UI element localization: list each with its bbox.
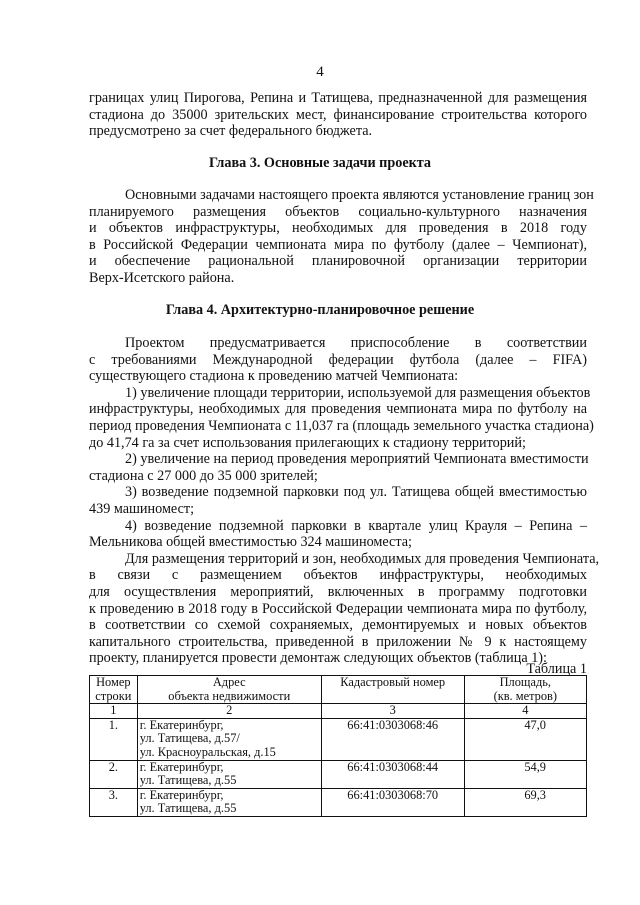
header-area (464, 676, 586, 704)
column-number-row (90, 704, 587, 719)
text-line: Для размещения территорий и зон, необходимых для проведения Чемпионата, (125, 550, 600, 567)
row-address (137, 788, 321, 816)
list-item-1: 1) увеличение площади территории, используемой для размещения объектов (125, 384, 591, 401)
row-number: 1. (90, 718, 138, 760)
table-row (90, 718, 587, 760)
demolition-table (89, 675, 587, 817)
col-number: 4 (464, 704, 586, 719)
chapter3-paragraph (89, 187, 594, 287)
text-line: до 41,74 га за счет использования прилегающих к стадиону территорий; (89, 434, 526, 451)
address-line: г. Екатеринбург, (139, 787, 224, 802)
text-line: Проектом предусматривается приспособление в соответствии (125, 335, 587, 351)
table-row (90, 760, 587, 788)
intro-paragraph (89, 90, 587, 140)
page-number: 4 (316, 64, 324, 80)
row-cadastral: 66:41:0303068:70 (321, 788, 464, 816)
col-number: 1 (90, 704, 138, 719)
address-line: ул. Татищева, д.57/ (139, 731, 240, 746)
text-line: Основными задачами настоящего проекта являются установление границ зон (125, 187, 594, 203)
text-line: границах улиц Пирогова, Репина и Татищева, предназначенной для размещения (89, 90, 587, 106)
text-line: период проведения Чемпионата с 11,037 га (площадь земельного участка стадиона) (89, 417, 594, 434)
header-text: строки (95, 688, 132, 703)
list-item-3: 3) возведение подземной парковки под ул. Татищева общей вместимостью (125, 484, 587, 501)
text-line: капитального строительства, приведенной в приложении № 9 к настоящему (89, 633, 587, 650)
header-text: Номер (96, 675, 131, 689)
text-line: с требованиями Международной федерации футбола (далее – FIFA) (89, 351, 587, 368)
list-item-4: 4) возведение подземной парковки в квартале улиц Крауля – Репина – (125, 517, 587, 534)
row-number: 2. (90, 760, 138, 788)
text-line: и обеспечение рациональной планировочной организации территории (89, 253, 587, 270)
table-header-row (90, 676, 587, 704)
text-line: инфраструктуры, необходимых для проведения чемпионата мира по футболу на (89, 401, 587, 418)
text-line: проекту, планируется провести демонтаж следующих объектов (таблица 1): (89, 650, 547, 667)
text-line: 439 машиномест; (89, 500, 195, 517)
header-text: (кв. метров) (493, 688, 558, 703)
text-line: Мельникова общей вместимостью 324 машиноместа; (89, 534, 412, 551)
address-line: г. Екатеринбург, (139, 717, 224, 732)
header-cadastral: Кадастровый номер (321, 676, 464, 704)
row-address (137, 718, 321, 760)
text-line: предусмотрено за счет федерального бюджета. (89, 123, 373, 140)
row-area: 54,9 (464, 760, 586, 788)
text-line: и объектов инфраструктуры, необходимых для проведения в 2018 году (89, 220, 587, 237)
address-line: ул. Красноуральская, д.15 (139, 744, 276, 759)
header-text: объекта недвижимости (168, 688, 291, 703)
header-address (137, 676, 321, 704)
row-cadastral: 66:41:0303068:44 (321, 760, 464, 788)
address-line: г. Екатеринбург, (139, 759, 224, 774)
row-number: 3. (90, 788, 138, 816)
address-line: ул. Татищева, д.55 (139, 801, 237, 816)
row-cadastral: 66:41:0303068:46 (321, 718, 464, 760)
table-caption: Таблица 1 (526, 661, 587, 677)
header-num (90, 676, 138, 704)
text-line: стадиона до 35000 зрительских мест, финансирование строительства которого (89, 106, 587, 123)
header-text: Адрес (212, 675, 246, 689)
row-area: 47,0 (464, 718, 586, 760)
text-line: существующего стадиона к проведению матчей Чемпионата: (89, 368, 459, 385)
text-line: стадиона с 27 000 до 35 000 зрителей; (89, 467, 318, 484)
text-line: в связи с размещением объектов инфраструктуры, необходимых (89, 567, 587, 584)
text-line: в соответствии со схемой сохраняемых, демонтируемых и новых объектов (89, 617, 587, 634)
chapter3-title: Глава 3. Основные задачи проекта (208, 155, 432, 171)
text-line: к проведению в 2018 году в Российской Федерации чемпионата мира по футболу, (89, 600, 587, 617)
text-line: в Российской Федерации чемпионата мира по футболу (далее – Чемпионат), (89, 236, 587, 253)
chapter4-title: Глава 4. Архитектурно-планировочное решение (165, 302, 475, 318)
col-number: 2 (137, 704, 321, 719)
row-area: 69,3 (464, 788, 586, 816)
row-address (137, 760, 321, 788)
chapter4-body (89, 335, 600, 667)
table-row (90, 788, 587, 816)
header-text: Площадь, (499, 675, 552, 689)
text-line: планируемого размещения объектов социально-культурного назначения (89, 203, 587, 220)
text-line: Верх-Исетского района. (89, 269, 235, 286)
address-line: ул. Татищева, д.55 (139, 773, 237, 788)
text-line: для осуществления мероприятий, включенных в программу подготовки (89, 583, 587, 600)
list-item-2: 2) увеличение на период проведения мероприятий Чемпионата вместимости (125, 451, 589, 468)
col-number: 3 (321, 704, 464, 719)
